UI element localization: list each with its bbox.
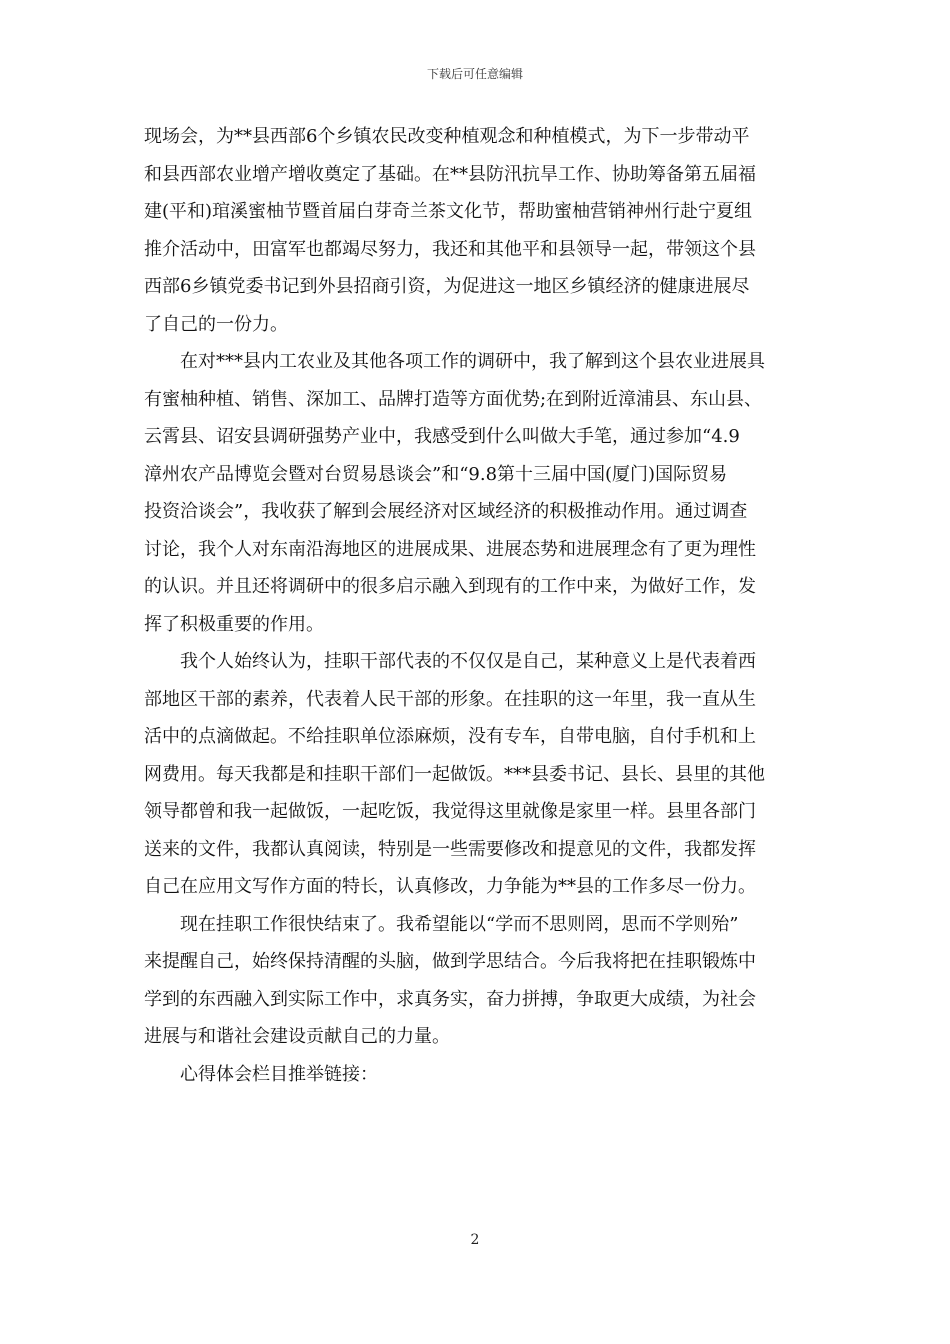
text-line: 有蜜柚种植、销售、深加工、品牌打造等方面优势;在到附近漳浦县、东山县、 — [144, 388, 763, 410]
text-line: 的认识。并且还将调研中的很多启示融入到现有的工作中来，为做好工作，发 — [144, 576, 756, 597]
text-line: 部地区干部的素养，代表着人民干部的形象。在挂职的这一年里，我一直从生 — [144, 688, 756, 710]
text-line: 送来的文件，我都认真阅读，特别是一些需要修改和提意见的文件，我都发挥 — [144, 838, 756, 860]
document-body — [144, 118, 810, 1093]
text-line: 我个人始终认为，挂职干部代表的不仅仅是自己，某种意义上是代表着西 — [144, 651, 756, 672]
text-line: 投资洽谈会”，我收获了解到会展经济对区域经济的积极推动作用。通过调查 — [144, 501, 748, 522]
page-header: 下载后可任意编辑 — [426, 67, 523, 81]
text-line: 自己在应用文写作方面的特长，认真修改，力争能为**县的工作多尽一份力。 — [144, 876, 756, 897]
text-line: 推介活动中，田富军也都竭尽努力，我还和其他平和县领导一起，带领这个县 — [144, 238, 756, 260]
text-line: 进展与和谐社会建设贡献自己的力量。 — [144, 1026, 450, 1047]
text-line: 现场会，为**县西部6个乡镇农民改变种植观念和种植模式，为下一步带动平 — [144, 126, 750, 147]
text-line: 西部6乡镇党委书记到外县招商引资，为促进这一地区乡镇经济的健康进展尽 — [144, 276, 750, 297]
text-line: 活中的点滴做起。不给挂职单位添麻烦，没有专车，自带电脑，自付手机和上 — [144, 726, 756, 747]
text-line: 来提醒自己，始终保持清醒的头脑，做到学思结合。今后我将把在挂职锻炼中 — [144, 951, 756, 972]
text-line: 云霄县、诏安县调研强势产业中，我感受到什么叫做大手笔，通过参加“4.9 — [144, 426, 740, 447]
text-line: 建(平和)琯溪蜜柚节暨首届白芽奇兰茶文化节，帮助蜜柚营销神州行赴宁夏组 — [144, 201, 753, 222]
text-line: 漳州农产品博览会暨对台贸易恳谈会”和“9.8第十三届中国(厦门)国际贸易 — [144, 463, 728, 485]
text-line: 领导都曾和我一起做饭，一起吃饭，我觉得这里就像是家里一样。县里各部门 — [144, 801, 756, 822]
text-line: 心得体会栏目推举链接： — [144, 1063, 378, 1085]
text-line: 学到的东西融入到实际工作中，求真务实，奋力拼搏，争取更大成绩，为社会 — [144, 988, 756, 1010]
text-line: 讨论，我个人对东南沿海地区的进展成果、进展态势和进展理念有了更为理性 — [144, 538, 756, 560]
text-line: 挥了积极重要的作用。 — [144, 613, 324, 635]
text-line: 在对***县内工农业及其他各项工作的调研中，我了解到这个县农业进展具 — [144, 351, 765, 372]
text-line: 现在挂职工作很快结束了。我希望能以“学而不思则罔，思而不学则殆” — [144, 913, 739, 935]
text-line: 网费用。每天我都是和挂职干部们一起做饭。***县委书记、县长、县里的其他 — [144, 763, 765, 785]
text-line: 了自己的一份力。 — [144, 313, 288, 335]
page-number: 2 — [470, 1232, 480, 1248]
text-line: 和县西部农业增产增收奠定了基础。在**县防汛抗旱工作、协助筹备第五届福 — [144, 163, 756, 185]
